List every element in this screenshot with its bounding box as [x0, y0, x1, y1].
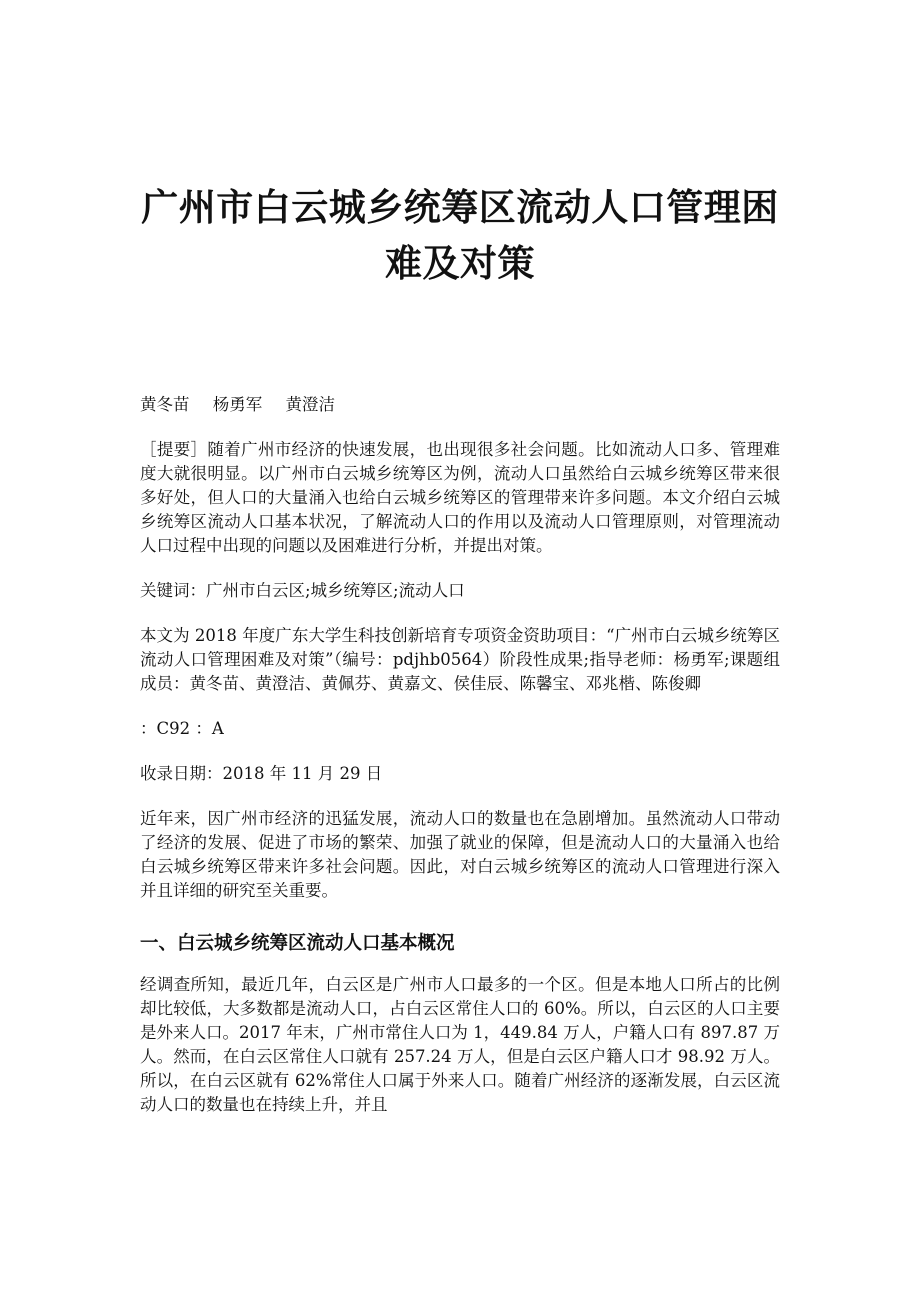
page-title: [120, 180, 800, 292]
author-name: 杨勇军: [212, 395, 263, 414]
keywords-line: 关键词：广州市白云区;城乡统筹区;流动人口: [140, 581, 465, 600]
funding-note: 本文为 2018 年度广东大学生科技创新培育专项资金资助项目：“广州市白云城乡统筹区流动人口管理困难及对策”（编号：pdjhb0564）阶段性成果;指导老师：杨勇军;课题组成员：黄冬苗、黄澄洁、黄佩芬、黄嘉文、侯佳辰、陈馨宝、邓兆楷、陈俊卿: [140, 626, 780, 693]
author-name: 黄冬苗: [140, 395, 190, 414]
intro-paragraph: 近年来，因广州市经济的迅猛发展，流动人口的数量也在急剧增加。虽然流动人口带动了经济的发展、促进了市场的繁荣、加强了就业的保障，但是流动人口的大量涌入也给白云城乡统筹区带来许多社会问题。因此，对白云城乡统筹区的流动人口管理进行深入并且详细的研究至关重要。: [140, 809, 780, 900]
received-date: 收录日期：2018 年 11 月 29 日: [140, 764, 383, 783]
section-paragraph: 经调查所知，最近几年，白云区是广州市人口最多的一个区。但是本地人口所占的比例却比较低，大多数都是流动人口，占白云区常住人口的 60%。所以，白云区的人口主要是外来人口。2017 年末，广州市常住人口为 1，449.84 万人，户籍人口有 897.87 万人。然而，在白云区常住人口就有 257.24 万人，但是白云区户籍人口才 98.92 万人。所以，在白云区就有 62%常住人口属于外来人口。随着广州经济的逐渐发展，白云区流动人口的数量也在持续上升，并且: [140, 975, 780, 1114]
document-body: [140, 393, 780, 1138]
author-name: 黄澄洁: [285, 395, 335, 414]
title-line-2: 难及对策: [385, 242, 535, 285]
section-heading: 一、白云城乡统筹区流动人口基本概况: [140, 933, 455, 954]
classification-line: ：C92 ：A: [140, 719, 224, 738]
author-list: [140, 393, 780, 417]
title-line-1: 广州市白云城乡统筹区流动人口管理困: [141, 186, 779, 229]
abstract-paragraph: ［提要］随着广州市经济的快速发展，也出现很多社会问题。比如流动人口多、管理难度大就很明显。以广州市白云城乡统筹区为例，流动人口虽然给白云城乡统筹区带来很多好处，但人口的大量涌入也给白云城乡统筹区的管理带来许多问题。本文介绍白云城乡统筹区流动人口基本状况，了解流动人口的作用以及流动人口管理原则，对管理流动人口过程中出现的问题以及困难进行分析，并提出对策。: [140, 440, 780, 555]
